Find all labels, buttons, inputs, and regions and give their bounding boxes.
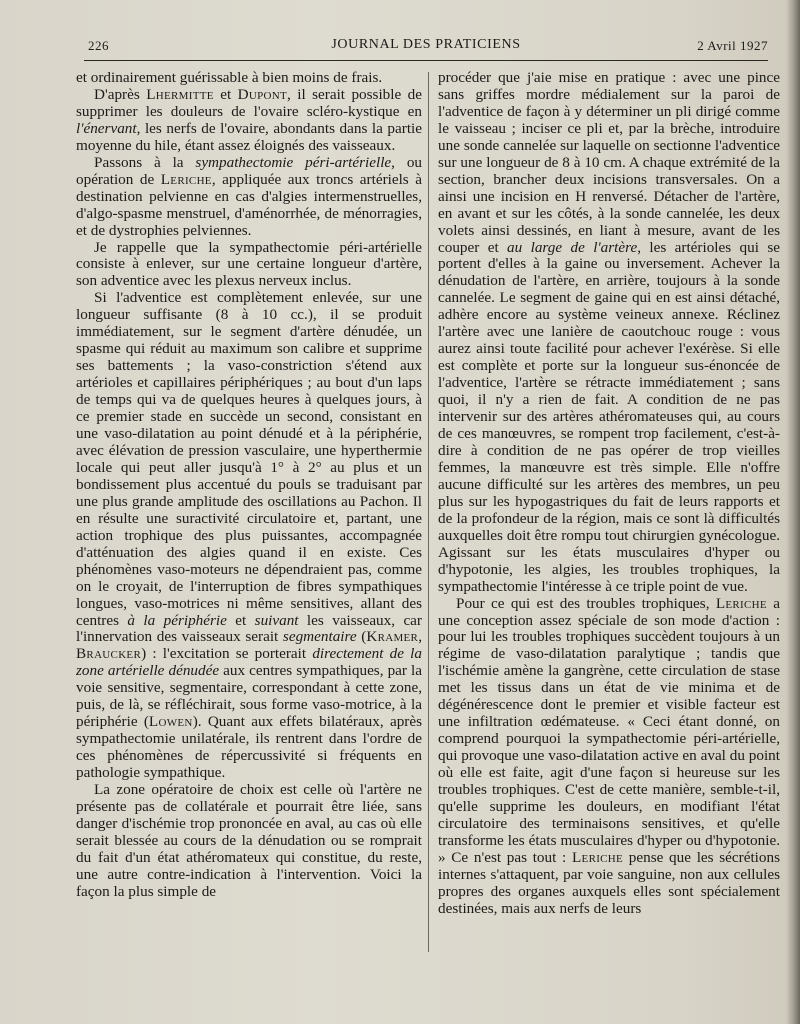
paragraph: Passons à la sympathectomie péri-artérielle, ou opération de Leriche, appliquée aux troncs artériels à destination pelvienne en cas d'algies intermenstruelles, d'algo-spasme menstruel, d'aménorrhée, de ménorragies, et de dystrophies pelviennes.	[76, 153, 422, 239]
page-header	[84, 36, 768, 56]
left-column	[76, 70, 422, 960]
column-divider	[428, 72, 429, 952]
paragraph: D'après Lhermitte et Dupont, il serait possible de supprimer les douleurs de l'ovaire scléro-kystique en l'énervant, les nerfs de l'ovaire, abondants dans la partie moyenne du hile, étant assez éloignés des vaisseaux.	[76, 85, 422, 154]
issue-date: 2 Avril 1927	[697, 38, 768, 53]
header-rule	[84, 60, 768, 61]
paragraph: et ordinairement guérissable à bien moins de frais.	[76, 70, 383, 86]
author-name: Braucker	[76, 645, 142, 663]
paragraph: Si l'adventice est complètement enlevée, sur une longueur suffisante (8 à 10 cc.), il se produit immédiatement, sur le segment d'artère dénudée, un spasme qui réduit au maximum son calibre et supprime ses battements ; la vaso-constriction s'étend aux artérioles et capillaires périphériques ; au bout d'un laps de temps qui va de quelques heures à quelques jours, à ce premier stade en succède un second, consistant en une vaso-dilatation au point dénudé et à la périphérie, avec élévation de pression vasculaire, une hyperthermie locale qui peut aller jusqu'à 1° à 2° au plus et un bondissement plus accentué du pouls se traduisant par une plus grande amplitude des oscillations au Pachon. Il en résulte une suractivité circulatoire et, partant, une action trophique des plus puissantes, accompagnée d'atténuation des algies quand il en existe. Ces phénomènes vaso-moteurs ne dépendraient pas, comme on le croyait, de l'interruption de fibres sympathiques longues, vaso-motrices ni même sensitives, allant des centres à la périphérie et suivant les vaisseaux, car l'innervation des vaisseaux serait segmentaire (Kramer, Braucker) : l'excitation se porterait directement de la zone artérielle dénudée aux centres sympathiques, par la voie sensitive, segmentaire, correspondant à cette zone, puis, de là, se réfléchirait, sous forme vaso-motrice, à la périphérie (Lowen). Quant aux effets bilatéraux, après sympathectomie unilatérale, ils rentrent dans l'ordre de ces phénomènes de répercussivité si fréquents en pathologie sympathique.	[76, 289, 422, 782]
author-name: Kramer	[366, 628, 419, 646]
paragraph: Je rappelle que la sympathectomie péri-artérielle consiste à enlever, sur une certaine longueur d'artère, son adventice avec les plexus nerveux inclus.	[76, 238, 422, 290]
page-edge-shadow	[786, 0, 800, 1024]
paragraph: La zone opératoire de choix est celle où l'artère ne présente pas de collatérale et pourrait être liée, sans danger d'ischémie trop prononcée en aval, au cas où elle serait blessée au cours de la dénudation ou se romprait du fait d'un état athéromateux qui constitue, du reste, une autre contre-indication à l'intervention. Voici la façon la plus simple de	[76, 781, 422, 900]
paragraph: Pour ce qui est des troubles trophiques, Leriche a une conception assez spéciale de son mode d'action : pour lui les troubles trophiques succèdent toujours à un régime de vaso-dilatation paralytique ; tandis que l'ischémie amène la gangrène, cette circulation de stase met les tissus dans un état de vie minima et de dégénérescence dont le premier et visible facteur est une infiltration œdémateuse. « Ceci étant donné, on comprend pourquoi la sympathectomie péri-artérielle, qui provoque une vaso-dilatation active en aval du point où elle est faite, agit d'une façon si heureuse sur les troubles trophiques. C'est de cette manière, semble-t-il, qu'elle supprime les douleurs, en modifiant l'état circulatoire des terminaisons sensitives, et qu'elle transforme les états musculaires d'hyper ou d'hypotonie. » Ce n'est pas tout : Leriche pense que les sécrétions internes s'attaquent, par voie sanguine, non aux cellules propres des organes auxquels elles sont spécialement destinées, mais aux nerfs de leurs	[438, 594, 780, 917]
author-name: Leriche	[160, 170, 212, 188]
journal-title: JOURNAL DES PRATICIENS	[331, 37, 521, 52]
author-name: Lhermitte	[146, 85, 214, 103]
author-name: Leriche	[715, 594, 767, 612]
author-name: Leriche	[571, 848, 624, 866]
author-name: Dupont	[237, 85, 288, 103]
right-column	[438, 70, 780, 960]
paragraph: procéder que j'aie mise en pratique : avec une pince sans griffes mordre médialement sur la paroi de l'adventice de façon à y déterminer un pli dirigé comme le vaisseau ; inciser ce pli et, par la brèche, introduire une sonde cannelée sur laquelle on sectionne l'adventice sur une longueur de 8 à 10 cm. A chaque extrémité de la section, brancher deux incisions transversales. On a ainsi une incision en H renversé. Détacher de l'artère, en avant et sur les côtés, à la sonde cannelée, les deux volets ainsi dessinés, en liant à mesure, avant de les couper et au large de l'artère, les artérioles qui se portent d'elles à la gaine ou inversement. Achever la dénudation de l'artère, en arrière, toujours à la sonde cannelée. Le segment de gaine qui en est ainsi détaché, adhère encore au système veineux annexe. Réclinez l'artère avec une lanière de caoutchouc rouge : vous aurez ainsi toute facilité pour achever l'exérèse. Si elle est complète et porte sur la longueur sus-énoncée de l'adventice, l'artère se rétracte immédiatement ; sans quoi, il n'y a rien de fait. A condition de ne pas intervenir sur des artères athéromateuses qui, au cours de ces manœuvres, se rompent trop facilement, c'est-à-dire à condition de ne pas opérer de trop vieilles femmes, la manœuvre est très simple. Elle n'offre aucune difficulté sur les artères des membres, un peu plus sur les hypogastriques du fait de leurs rapports et de la profondeur de la région, mais ce sont là difficultés auxquelles doit être rompu tout chirurgien gynécologue. Agissant sur les états musculaires d'hyper ou d'hypotonie, les algies, les troubles trophiques, la sympathectomie l'intéresse à ce triple point de vue.	[438, 70, 780, 595]
author-name: Lowen	[148, 713, 193, 731]
page-number: 226	[88, 38, 109, 53]
